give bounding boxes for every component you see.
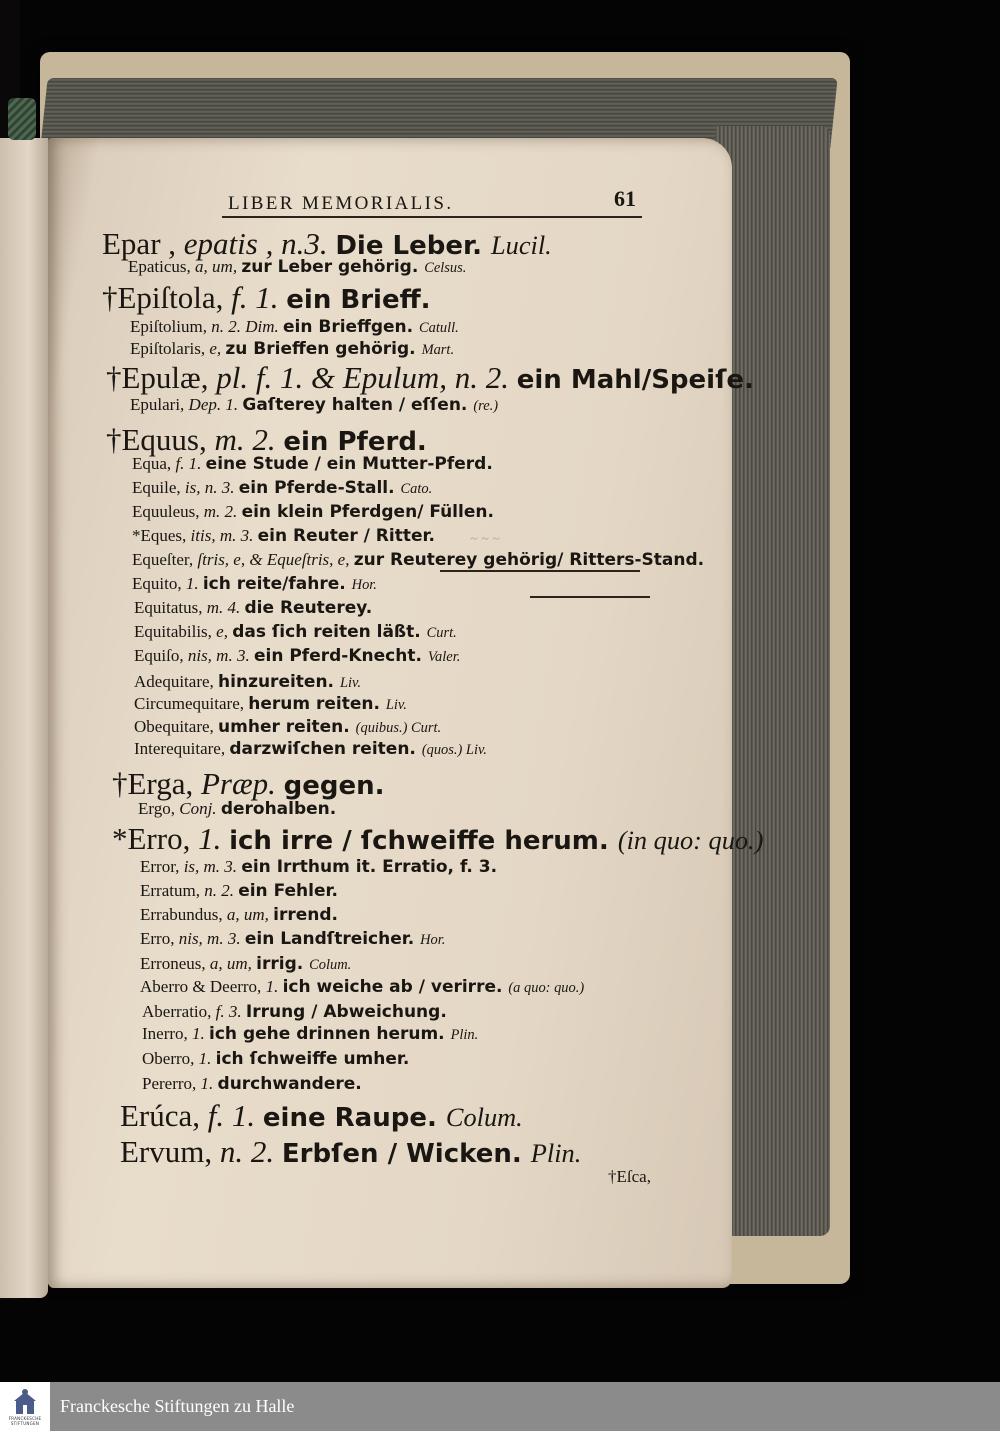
dictionary-line bbox=[138, 800, 336, 818]
grammar-note: e, bbox=[216, 622, 233, 641]
institution-logo bbox=[0, 1382, 50, 1431]
dictionary-line bbox=[142, 1050, 409, 1068]
german-gloss: zu Brieffen gehörig. bbox=[225, 339, 422, 359]
latin-lemma: Aberratio, bbox=[142, 1002, 216, 1021]
latin-lemma: Inerro, bbox=[142, 1024, 193, 1043]
grammar-note: a, um, bbox=[195, 257, 242, 276]
dictionary-line bbox=[106, 424, 427, 455]
dictionary-line bbox=[132, 527, 435, 545]
german-gloss: darzwiſchen reiten. bbox=[229, 739, 422, 759]
german-gloss: das ſich reiten läßt. bbox=[232, 622, 427, 642]
german-gloss: irrend. bbox=[273, 905, 339, 925]
grammar-note: ſtris, e, & Equeſtris, e, bbox=[197, 550, 354, 569]
latin-lemma: Equitatus, bbox=[134, 598, 207, 617]
dictionary-line bbox=[120, 1136, 581, 1167]
footer-bar bbox=[0, 1382, 1000, 1431]
latin-lemma: Equiſo, bbox=[134, 646, 188, 665]
dictionary-line bbox=[120, 1100, 523, 1131]
grammar-note: itis, m. 3. bbox=[190, 526, 258, 545]
german-gloss: ein Landſtreicher. bbox=[244, 929, 421, 949]
grammar-note: 1. bbox=[192, 1024, 210, 1043]
german-gloss: durchwandere. bbox=[217, 1074, 362, 1094]
latin-lemma: Equa, bbox=[132, 454, 176, 473]
german-gloss: Die Leber. bbox=[335, 231, 492, 261]
dictionary-line bbox=[102, 282, 431, 313]
dictionary-line bbox=[140, 955, 351, 973]
dictionary-line bbox=[142, 1025, 478, 1043]
latin-lemma: Equuleus, bbox=[132, 502, 204, 521]
grammar-note: nis, m. 3. bbox=[178, 929, 245, 948]
grammar-note: a, um, bbox=[209, 954, 257, 973]
dictionary-line bbox=[142, 1003, 447, 1021]
grammar-note: n. 2. bbox=[204, 881, 239, 900]
source-citation: Valer. bbox=[427, 649, 461, 665]
source-citation: Curt. bbox=[426, 625, 457, 641]
grammar-note: n. 2. bbox=[219, 1134, 282, 1169]
grammar-note: f. 1. bbox=[175, 454, 206, 473]
latin-lemma: Circumequitare, bbox=[134, 694, 249, 713]
german-gloss: herum reiten. bbox=[248, 694, 386, 714]
german-gloss: eine Stude / ein Mutter-Pferd. bbox=[205, 454, 493, 474]
grammar-note: m. 2. bbox=[214, 422, 284, 457]
german-gloss: ein Reuter / Ritter. bbox=[257, 526, 435, 546]
dictionary-line bbox=[140, 858, 497, 876]
dictionary-line bbox=[112, 768, 385, 799]
source-citation: Catull. bbox=[419, 320, 459, 336]
pencil-annotation: ~ ~ ~ bbox=[470, 532, 500, 547]
latin-lemma: Obequitare, bbox=[134, 717, 219, 736]
source-citation: Cato. bbox=[400, 481, 433, 497]
german-gloss: zur Leber gehörig. bbox=[241, 257, 425, 277]
latin-lemma: Erratum, bbox=[140, 881, 205, 900]
dictionary-line bbox=[140, 906, 338, 924]
source-citation: Lucil. bbox=[491, 231, 552, 260]
dictionary-line bbox=[132, 503, 494, 521]
latin-lemma: Oberro, bbox=[142, 1049, 199, 1068]
grammar-note: n. 2. Dim. bbox=[211, 317, 284, 336]
source-citation: Mart. bbox=[421, 342, 455, 358]
grammar-note: pl. f. 1. & Epulum, n. 2. bbox=[216, 360, 517, 395]
latin-lemma: *Erro, bbox=[112, 821, 199, 856]
grammar-note: m. 2. bbox=[203, 502, 242, 521]
page-number: 61 bbox=[614, 186, 636, 211]
latin-lemma: Epaticus, bbox=[128, 257, 196, 276]
source-citation: Liv. bbox=[385, 697, 407, 713]
latin-lemma: *Eques, bbox=[132, 526, 191, 545]
latin-lemma: Epar , bbox=[102, 226, 184, 261]
handwritten-underline bbox=[530, 596, 650, 598]
german-gloss: ein Pferde-Stall. bbox=[238, 478, 401, 498]
latin-lemma: Errabundus, bbox=[140, 905, 227, 924]
dictionary-line bbox=[112, 823, 763, 854]
dictionary-line bbox=[140, 930, 445, 948]
latin-lemma: Erro, bbox=[140, 929, 179, 948]
source-citation: (in quo: quo.) bbox=[617, 826, 764, 855]
source-citation: (quos.) Liv. bbox=[421, 742, 487, 758]
dictionary-line bbox=[134, 623, 457, 641]
german-gloss: die Reuterey. bbox=[244, 598, 373, 618]
latin-lemma: †Equus, bbox=[106, 422, 215, 457]
latin-lemma: Equeſter, bbox=[132, 550, 198, 569]
dictionary-line bbox=[132, 479, 432, 497]
german-gloss: umher reiten. bbox=[218, 717, 356, 737]
dictionary-line bbox=[132, 575, 377, 593]
dictionary-line bbox=[134, 740, 487, 758]
latin-lemma: Erroneus, bbox=[140, 954, 210, 973]
grammar-note: m. 4. bbox=[206, 598, 245, 617]
dictionary-line bbox=[134, 695, 407, 713]
latin-lemma: †Epulæ, bbox=[106, 360, 217, 395]
source-citation: (re.) bbox=[473, 398, 499, 414]
source-citation: Colum. bbox=[445, 1103, 523, 1132]
german-gloss: ein Irrthum it. Erratio, f. 3. bbox=[241, 857, 498, 877]
grammar-note: is, m. 3. bbox=[183, 857, 242, 876]
latin-lemma: †Epiſtola, bbox=[102, 280, 232, 315]
grammar-note: a, um, bbox=[226, 905, 274, 924]
german-gloss: ich weiche ab / verirre. bbox=[282, 977, 509, 997]
source-citation: Celsus. bbox=[424, 260, 467, 276]
german-gloss: ein klein Pferdgen/ Füllen. bbox=[241, 502, 494, 522]
dictionary-line bbox=[132, 455, 493, 473]
latin-lemma: Adequitare, bbox=[134, 672, 219, 691]
dictionary-line bbox=[142, 1075, 362, 1093]
german-gloss: ein Pferd. bbox=[283, 427, 427, 457]
german-gloss: Irrung / Abweichung. bbox=[245, 1002, 447, 1022]
source-citation: Hor. bbox=[351, 577, 377, 593]
franckesche-stiftungen-logo-icon bbox=[12, 1388, 38, 1416]
latin-lemma: Pererro, bbox=[142, 1074, 201, 1093]
dictionary-line bbox=[132, 551, 704, 569]
latin-lemma: Interequitare, bbox=[134, 739, 230, 758]
latin-lemma: Aberro & Deerro, bbox=[140, 977, 266, 996]
dictionary-line bbox=[130, 318, 459, 336]
running-head: LIBER MEMORIALIS. bbox=[228, 193, 454, 214]
latin-lemma: Epulari, bbox=[130, 395, 189, 414]
german-gloss: ein Mahl/Speiſe. bbox=[516, 365, 754, 395]
dictionary-line bbox=[130, 340, 454, 358]
institution-name: Franckesche Stiftungen zu Halle bbox=[60, 1396, 295, 1416]
grammar-note: f. 1. bbox=[231, 280, 287, 315]
dictionary-line bbox=[134, 599, 372, 617]
grammar-note: nis, m. 3. bbox=[187, 646, 254, 665]
source-citation: (quibus.) Curt. bbox=[355, 720, 442, 736]
source-citation: Hor. bbox=[420, 932, 446, 948]
grammar-note: Præp. bbox=[200, 766, 284, 801]
latin-lemma: Equito, bbox=[132, 574, 186, 593]
dictionary-line bbox=[128, 258, 466, 276]
german-gloss: ein Brieffgen. bbox=[283, 317, 420, 337]
latin-lemma: †Erga, bbox=[112, 766, 201, 801]
grammar-note: 1. bbox=[200, 1074, 218, 1093]
german-gloss: eine Raupe. bbox=[262, 1103, 446, 1133]
latin-lemma: Equile, bbox=[132, 478, 185, 497]
logo-caption: FRANCKESCHE STIFTUNGEN bbox=[8, 1415, 42, 1426]
grammar-note: 1. bbox=[265, 977, 283, 996]
german-gloss: ein Fehler. bbox=[238, 881, 338, 901]
dictionary-line bbox=[130, 396, 498, 414]
dictionary-line bbox=[140, 978, 584, 996]
dictionary-line bbox=[134, 718, 441, 736]
german-gloss: Erbſen / Wicken. bbox=[281, 1139, 531, 1169]
grammar-note: epatis , n.3. bbox=[183, 226, 336, 261]
german-gloss: derohalben. bbox=[220, 799, 337, 819]
german-gloss: irrig. bbox=[256, 954, 310, 974]
header-rule bbox=[222, 216, 642, 218]
german-gloss: ein Brieff. bbox=[286, 285, 431, 315]
catchword: †Eſca, bbox=[608, 1167, 651, 1186]
grammar-note: e, bbox=[209, 339, 226, 358]
dictionary-line bbox=[106, 362, 754, 393]
latin-lemma: Erúca, bbox=[120, 1098, 208, 1133]
german-gloss: ich reite/fahre. bbox=[202, 574, 352, 594]
latin-lemma: Equitabilis, bbox=[134, 622, 217, 641]
latin-lemma: Error, bbox=[140, 857, 184, 876]
german-gloss: zur Reuterey gehörig/ Ritters-Stand. bbox=[353, 550, 705, 570]
handwritten-underline bbox=[440, 570, 640, 572]
source-citation: Colum. bbox=[309, 957, 352, 973]
latin-lemma: Epiſtolium, bbox=[130, 317, 212, 336]
dictionary-line bbox=[134, 647, 460, 665]
grammar-note: Dep. 1. bbox=[188, 395, 243, 414]
german-gloss: ein Pferd-Knecht. bbox=[253, 646, 428, 666]
dictionary-line bbox=[140, 882, 338, 900]
grammar-note: Conj. bbox=[179, 799, 221, 818]
german-gloss: hinzureiten. bbox=[218, 672, 340, 692]
grammar-note: f. 1. bbox=[207, 1098, 263, 1133]
latin-lemma: Ergo, bbox=[138, 799, 180, 818]
latin-lemma: Ervum, bbox=[120, 1134, 220, 1169]
source-citation: Liv. bbox=[339, 675, 361, 691]
latin-lemma: Epiſtolaris, bbox=[130, 339, 210, 358]
german-gloss: ich gehe drinnen herum. bbox=[209, 1024, 451, 1044]
german-gloss: ich ſchweiffe umher. bbox=[215, 1049, 410, 1069]
grammar-note: 1. bbox=[198, 821, 230, 856]
grammar-note: f. 3. bbox=[215, 1002, 246, 1021]
grammar-note: is, n. 3. bbox=[184, 478, 239, 497]
german-gloss: ich irre / ſchweiffe herum. bbox=[229, 826, 618, 856]
source-citation: Plin. bbox=[530, 1139, 582, 1168]
dictionary-line bbox=[102, 228, 552, 259]
grammar-note: 1. bbox=[198, 1049, 216, 1068]
grammar-note: 1. bbox=[185, 574, 203, 593]
dictionary-line bbox=[134, 673, 361, 691]
german-gloss: Gaſterey halten / eſſen. bbox=[242, 395, 474, 415]
source-citation: Plin. bbox=[450, 1027, 479, 1043]
source-citation: (a quo: quo.) bbox=[508, 980, 585, 996]
german-gloss: gegen. bbox=[283, 771, 385, 801]
